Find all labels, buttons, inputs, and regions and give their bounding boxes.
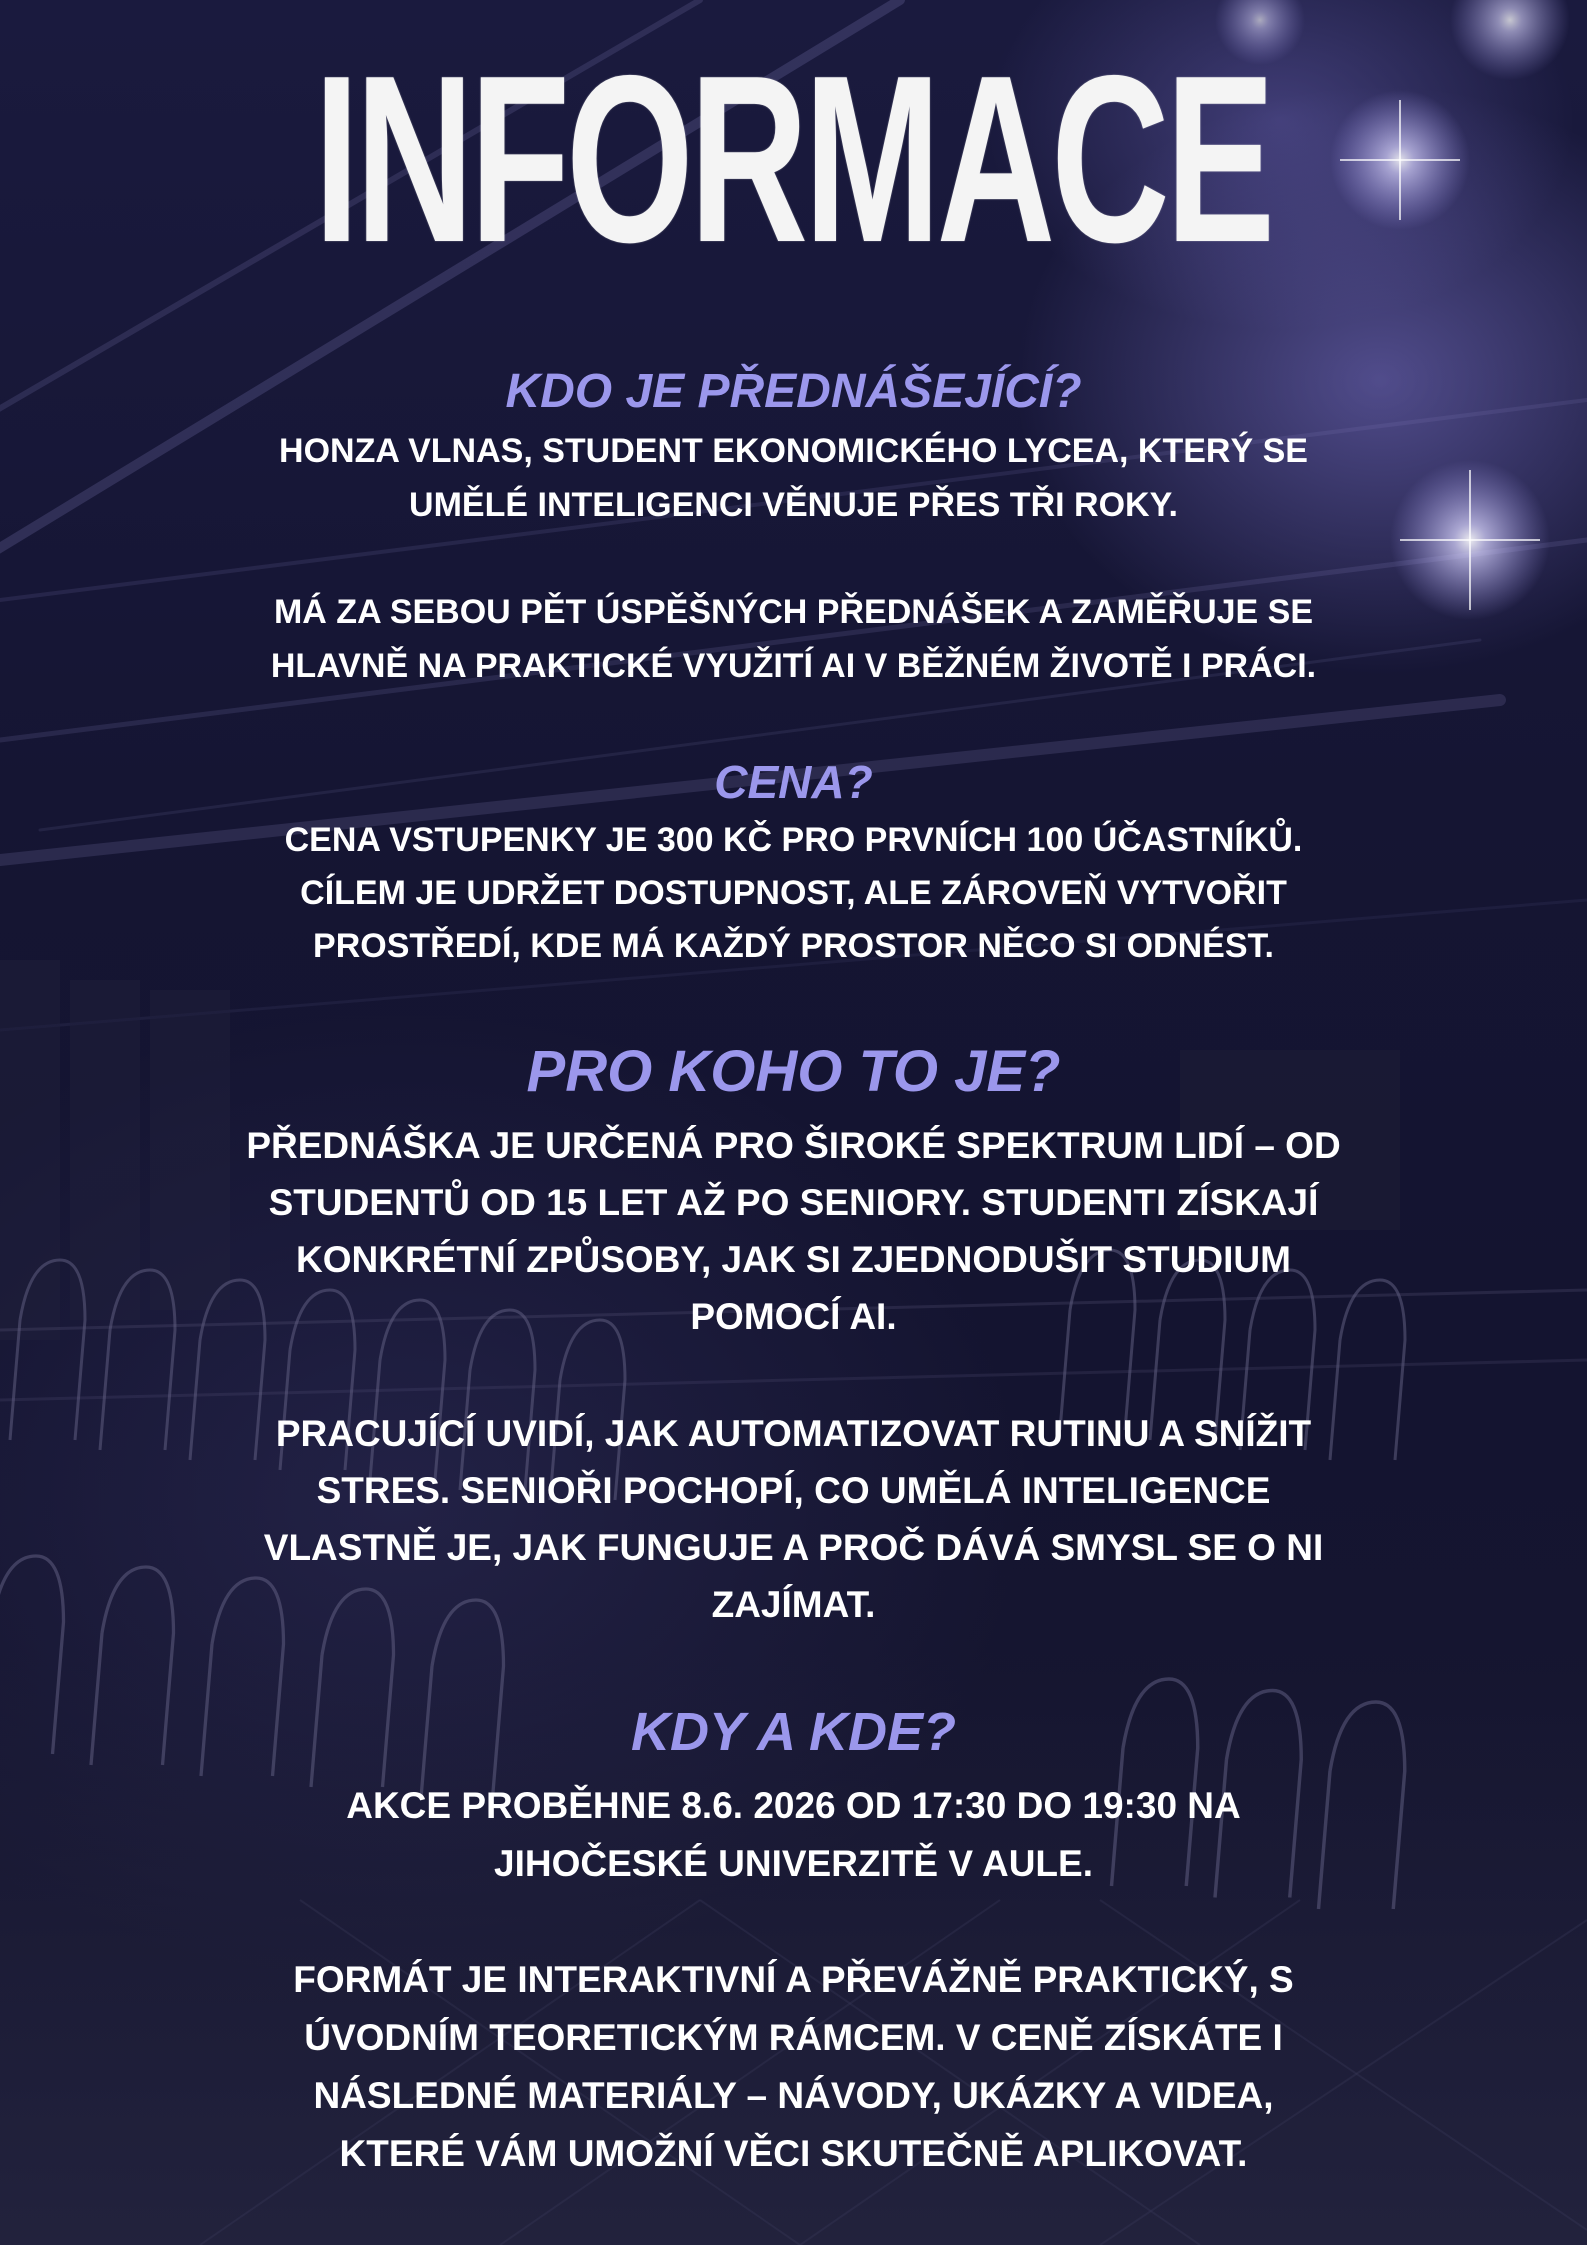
section-heading-speaker: KDO JE PŘEDNÁŠEJÍCÍ? (505, 365, 1082, 418)
speaker-paragraph-1 (0, 424, 1587, 532)
text-line: CÍLEM JE UDRŽET DOSTUPNOST, ALE ZÁROVEŇ VYTVOŘIT (300, 874, 1287, 912)
page-title: INFORMACE (313, 27, 1271, 292)
text-line: ÚVODNÍM TEORETICKÝM RÁMCEM. V CENĚ ZÍSKÁTE I (304, 2017, 1283, 2058)
text-line: KONKRÉTNÍ ZPŮSOBY, JAK SI ZJEDNODUŠIT STUDIUM (296, 1239, 1291, 1280)
speaker-paragraph-2 (0, 585, 1587, 693)
text-line: HONZA VLNAS, STUDENT EKONOMICKÉHO LYCEA, KTERÝ SE (279, 432, 1308, 470)
audience-paragraph-2 (0, 1405, 1587, 1633)
section-heading-when-where: KDY A KDE? (630, 1702, 957, 1762)
when-where-paragraph-1 (0, 1777, 1587, 1893)
section-heading-audience: PRO KOHO TO JE? (526, 1039, 1061, 1104)
text-line: NÁSLEDNÉ MATERIÁLY – NÁVODY, UKÁZKY A VIDEA, (313, 2075, 1274, 2116)
section-heading-price: CENA? (714, 756, 873, 808)
audience-paragraph-1 (0, 1117, 1587, 1345)
text-line: MÁ ZA SEBOU PĚT ÚSPĚŠNÝCH PŘEDNÁŠEK A ZAMĚŘUJE SE (273, 593, 1314, 631)
text-line: CENA VSTUPENKY JE 300 KČ PRO PRVNÍCH 100 ÚČASTNÍKŮ. (284, 821, 1303, 859)
text-line: PRACUJÍCÍ UVIDÍ, JAK AUTOMATIZOVAT RUTINU A SNÍŽIT (275, 1413, 1312, 1454)
text-line: STUDENTŮ OD 15 LET AŽ PO SENIORY. STUDENTI ZÍSKAJÍ (268, 1182, 1319, 1223)
text-line: FORMÁT JE INTERAKTIVNÍ A PŘEVÁŽNĚ PRAKTICKÝ, S (293, 1959, 1294, 2000)
text-line: PŘEDNÁŠKA JE URČENÁ PRO ŠIROKÉ SPEKTRUM LIDÍ – OD (246, 1125, 1341, 1166)
text-line: PROSTŘEDÍ, KDE MÁ KAŽDÝ PROSTOR NĚCO SI ODNÉST. (313, 927, 1274, 965)
text-line: ZAJÍMAT. (711, 1584, 876, 1625)
text-line: POMOCÍ AI. (690, 1296, 897, 1337)
text-line: VLASTNĚ JE, JAK FUNGUJE A PROČ DÁVÁ SMYSL SE O NI (263, 1527, 1324, 1568)
text-line: AKCE PROBĚHNE 8.6. 2026 OD 17:30 DO 19:30 NA (346, 1785, 1241, 1826)
when-where-paragraph-2 (0, 1951, 1587, 2183)
text-line: KTERÉ VÁM UMOŽNÍ VĚCI SKUTEČNĚ APLIKOVAT. (339, 2133, 1248, 2174)
text-line: HLAVNĚ NA PRAKTICKÉ VYUŽITÍ AI V BĚŽNÉM ŽIVOTĚ I PRÁCI. (270, 647, 1317, 685)
price-paragraph (0, 814, 1587, 973)
text-line: JIHOČESKÉ UNIVERZITĚ V AULE. (494, 1843, 1093, 1884)
text-line: STRES. SENIOŘI POCHOPÍ, CO UMĚLÁ INTELIGENCE (316, 1470, 1271, 1511)
text-line: UMĚLÉ INTELIGENCI VĚNUJE PŘES TŘI ROKY. (409, 486, 1178, 524)
